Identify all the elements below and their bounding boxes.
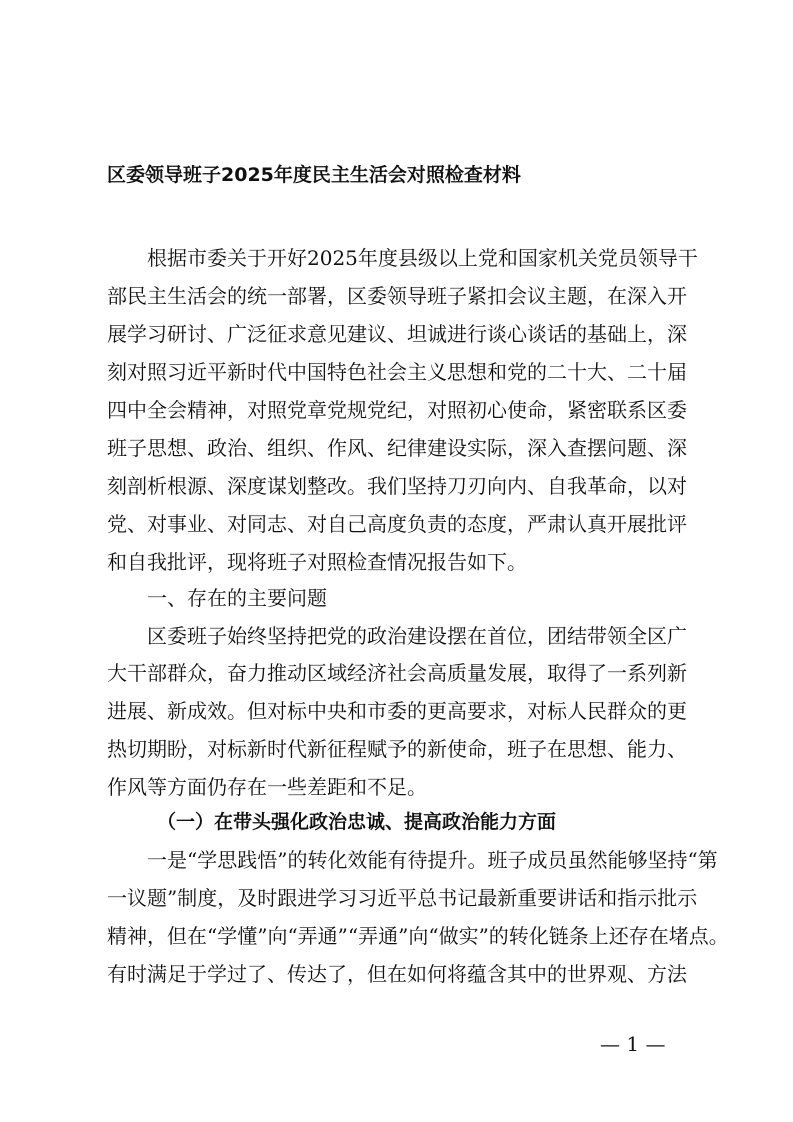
subsection-heading: （一）在带头强化政治忠诚、提高政治能力方面: [157, 811, 557, 833]
text-line: 一议题”制度，及时跟进学习习近平总书记最新重要讲话和指示批示: [107, 886, 698, 910]
text-line: 进展、新成效。但对标中央和市委的更高要求，对标人民群众的更: [107, 699, 687, 723]
text-line: 大干部群众，奋力推动区域经济社会高质量发展，取得了一系列新: [107, 661, 687, 685]
text-line: 和自我批评，现将班子对照检查情况报告如下。: [107, 550, 527, 574]
text-line: 班子思想、政治、组织、作风、纪律建设实际，深入查摆问题、深: [107, 436, 687, 460]
text-line: 展学习研讨、广泛征求意见建议、坦诚进行谈心谈话的基础上，深: [107, 322, 687, 346]
text-line: 有时满足于学过了、传达了，但在如何将蕴含其中的世界观、方法: [107, 962, 687, 986]
document-title: 区委领导班子2025年度民主生活会对照检查材料: [107, 164, 521, 186]
text-line: 精神，但在“学懂”向“弄通”“弄通”向“做实”的转化链条上还存在堵点。: [107, 924, 729, 948]
text-line: 区委班子始终坚持把党的政治建设摆在首位，团结带领全区广: [147, 624, 687, 648]
text-line: 作风等方面仍存在一些差距和不足。: [107, 775, 427, 799]
text-line: 热切期盼，对标新时代新征程赋予的新使命，班子在思想、能力、: [107, 737, 687, 761]
page-number: — 1 —: [600, 1032, 666, 1056]
text-line: 四中全会精神，对照党章党规党纪，对照初心使命，紧密联系区委: [107, 398, 687, 422]
text-line: 党、对事业、对同志、对自己高度负责的态度，严肃认真开展批评: [107, 512, 687, 536]
text-line: 一是“学思践悟”的转化效能有待提升。班子成员虽然能够坚持“第: [147, 848, 718, 872]
text-line: 刻对照习近平新时代中国特色社会主义思想和党的二十大、二十届: [107, 360, 687, 384]
section-heading: 一、存在的主要问题: [147, 586, 327, 610]
text-line: 部民主生活会的统一部署，区委领导班子紧扣会议主题，在深入开: [107, 284, 687, 308]
text-line: 刻剖析根源、深度谋划整改。我们坚持刀刃向内、自我革命，以对: [107, 474, 687, 498]
text-line: 根据市委关于开好2025年度县级以上党和国家机关党员领导干: [147, 246, 698, 270]
